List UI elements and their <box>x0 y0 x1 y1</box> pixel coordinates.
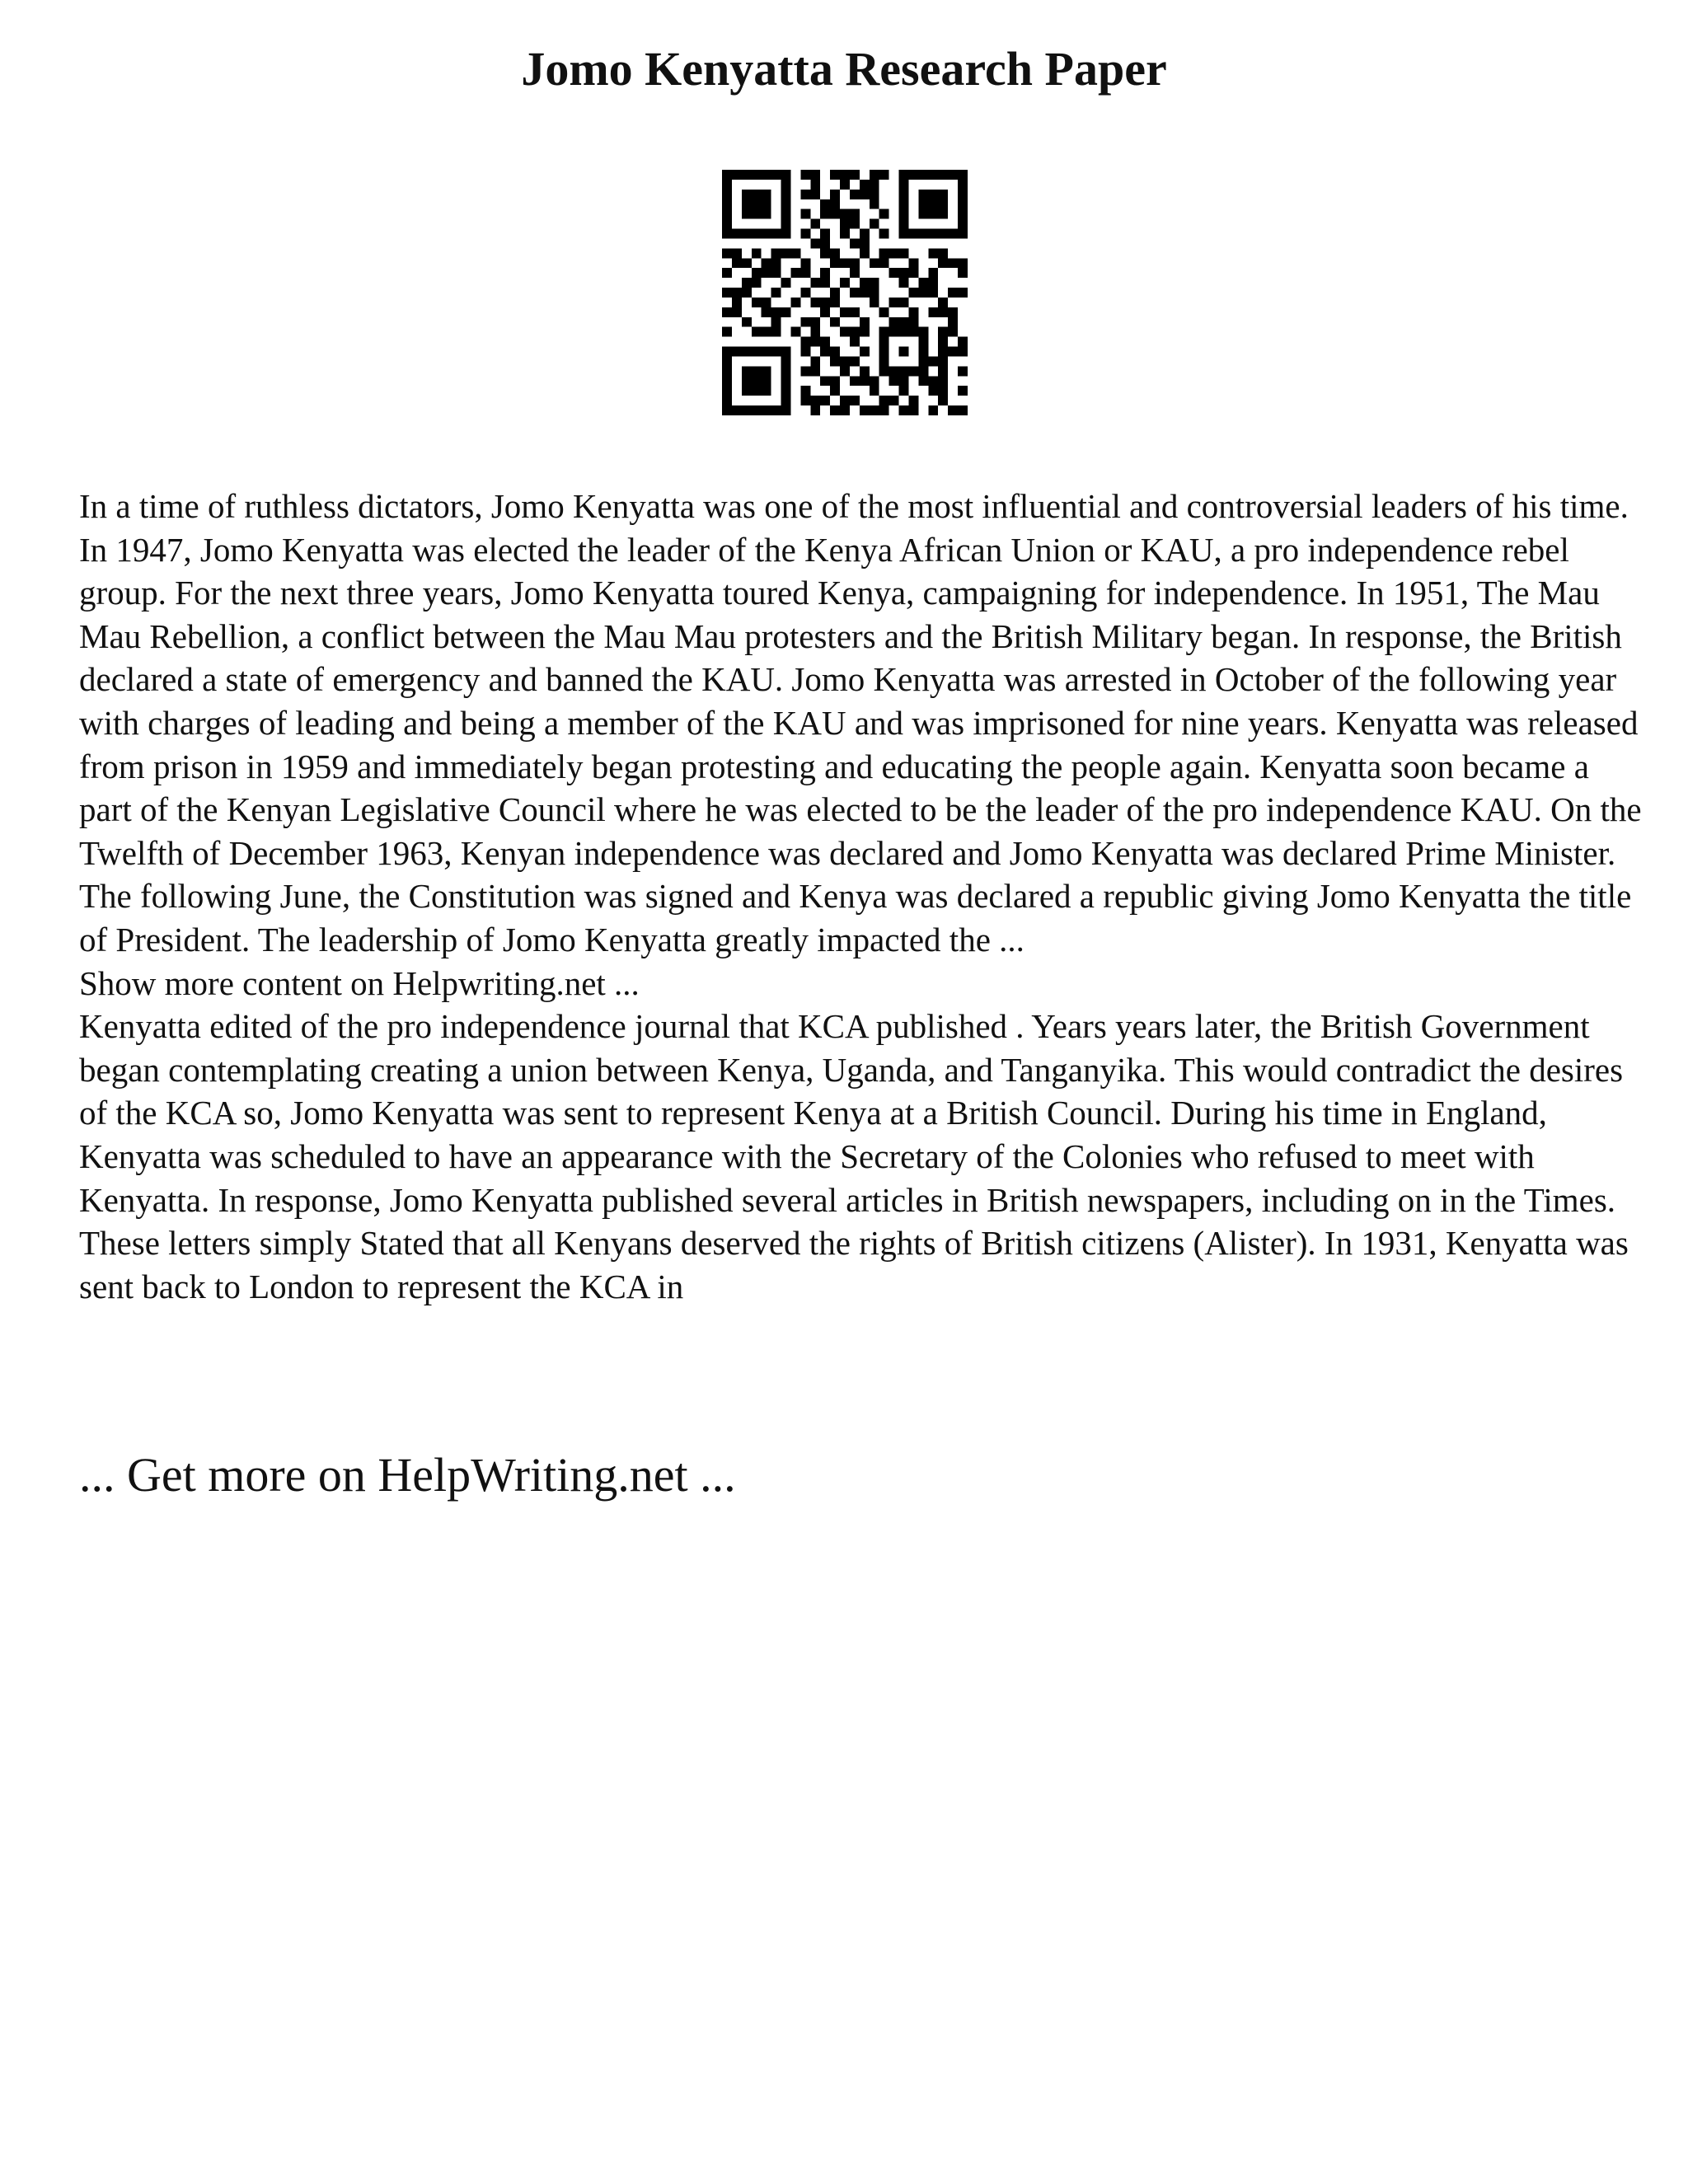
article-body <box>79 485 1645 1308</box>
paragraph: In a time of ruthless dictators, Jomo Kenyatta was one of the most influential and controversial leaders of his time. In 1947, Jomo Kenyatta was elected the leader of the Kenya African Union or KAU, a pro independence rebel group. For the next three years, Jomo Kenyatta toured Kenya, campaigning for independence. In 1951, The Mau Mau Rebellion, a conflict between the Mau Mau protesters and the British Military began. In response, the British declared a state of emergency and banned the KAU. Jomo Kenyatta was arrested in October of the following year with charges of leading and being a member of the KAU and was imprisoned for nine years. Kenyatta was released from prison in 1959 and immediately began protesting and educating the people again. Kenyatta soon became a part of the Kenyan Legislative Council where he was elected to be the leader of the pro independence KAU. On the Twelfth of December 1963, Kenyan independence was declared and Jomo Kenyatta was declared Prime Minister. The following June, the Constitution was signed and Kenya was declared a republic giving Jomo Kenyatta the title of President. The leadership of Jomo Kenyatta greatly impacted the ... <box>79 487 1642 958</box>
paragraph: Kenyatta edited of the pro independence journal that KCA published . Years years later, the British Government began contemplating creating a union between Kenya, Uganda, and Tanganyika. This would contradict the desires of the KCA so, Jomo Kenyatta was sent to represent Kenya at a British Council. During his time in England, Kenyatta was scheduled to have an appearance with the Secretary of the Colonies who refused to meet with Kenyatta. In response, Jomo Kenyatta published several articles in British newspapers, including on in the Times. These letters simply Stated that all Kenyans deserved the rights of British citizens (Alister). In 1931, Kenyatta was sent back to London to represent the KCA in <box>79 1007 1629 1305</box>
page-title: Jomo Kenyatta Research Paper <box>521 42 1167 96</box>
qr-code-icon <box>722 170 968 415</box>
get-more-link[interactable]: ... Get more on HelpWriting.net ... <box>79 1448 736 1502</box>
show-more-text: Show more content on Helpwriting.net ... <box>79 963 640 1002</box>
